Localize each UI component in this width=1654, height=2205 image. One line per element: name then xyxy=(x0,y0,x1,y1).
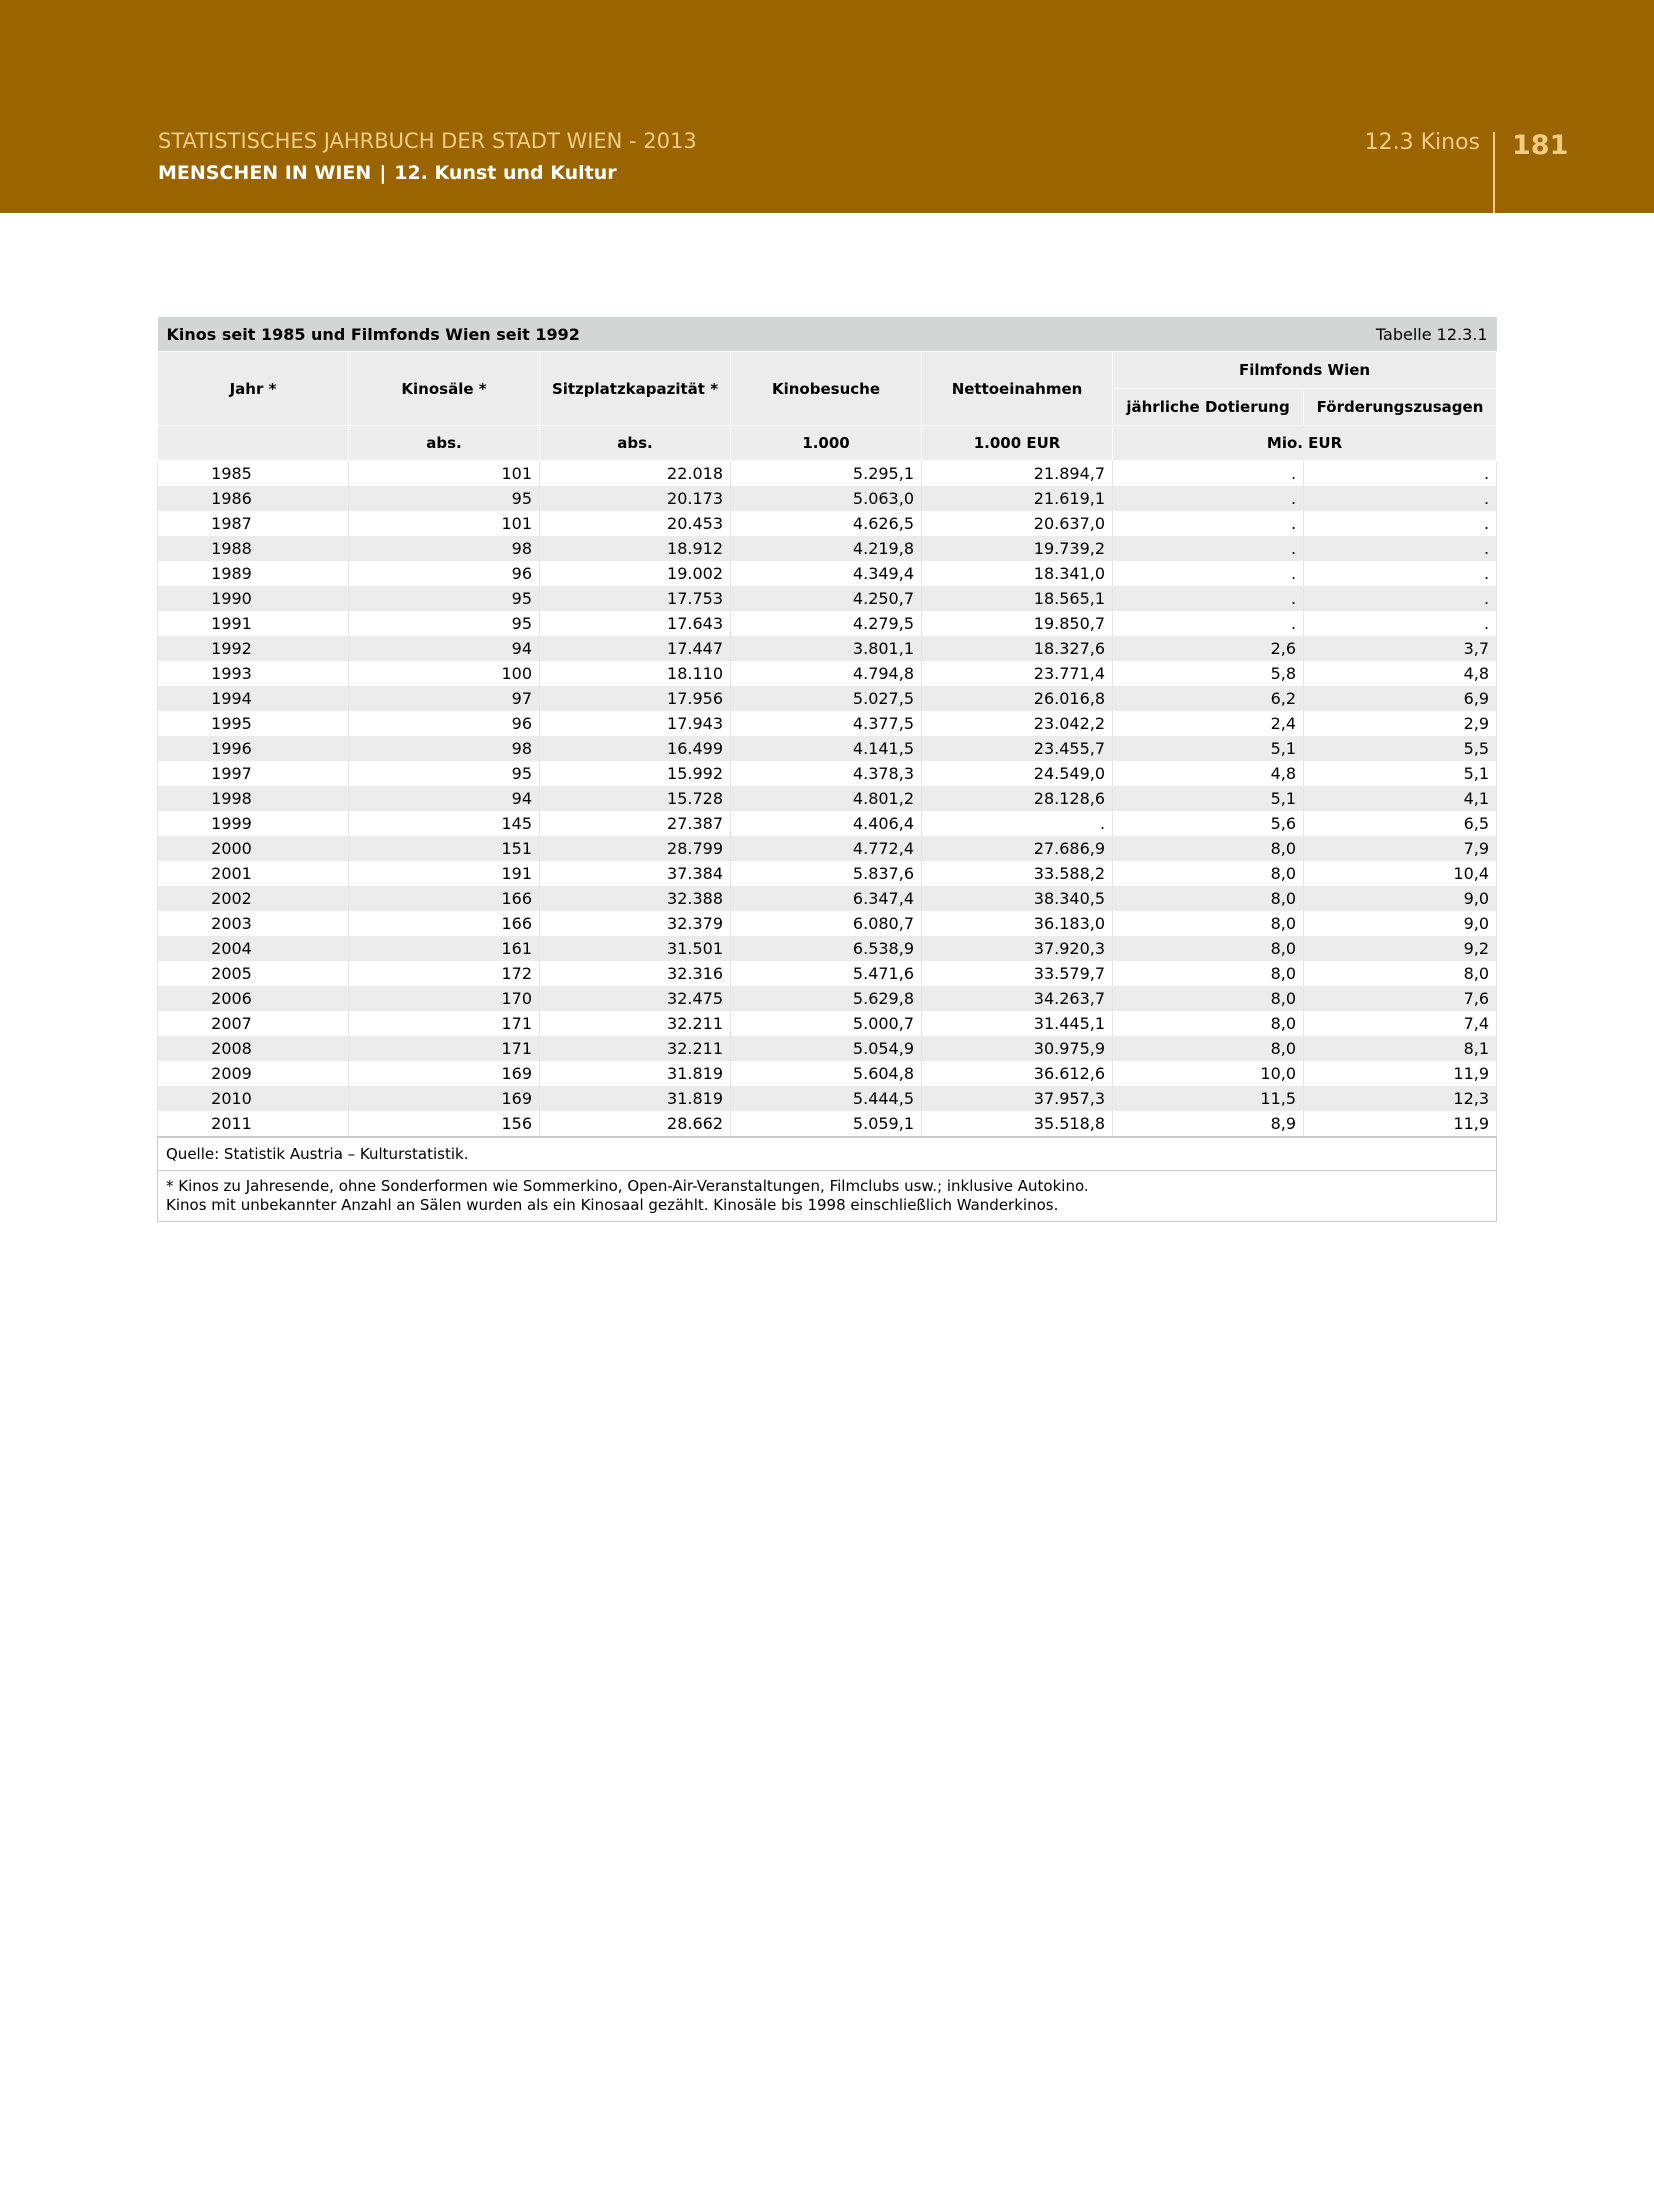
cell-kinobesuche: 4.349,4 xyxy=(731,561,922,586)
cell-nettoeinnahmen: 28.128,6 xyxy=(922,786,1113,811)
cell-sitzplatz: 37.384 xyxy=(540,861,731,886)
col-header-nettoeinnahmen: Nettoeinahmen xyxy=(922,352,1113,426)
cell-sitzplatz: 17.643 xyxy=(540,611,731,636)
cell-foerderung: 3,7 xyxy=(1304,636,1497,661)
cell-dotierung: 8,0 xyxy=(1113,911,1304,936)
cell-nettoeinnahmen: 23.771,4 xyxy=(922,661,1113,686)
cell-jahr: 2005 xyxy=(158,961,349,986)
cell-kinobesuche: 5.837,6 xyxy=(731,861,922,886)
page-number: 181 xyxy=(1512,130,1569,161)
cell-foerderung: 6,5 xyxy=(1304,811,1497,836)
cinema-table-container xyxy=(157,317,1496,1222)
cell-kinobesuche: 5.000,7 xyxy=(731,1011,922,1036)
cell-sitzplatz: 31.819 xyxy=(540,1061,731,1086)
cell-nettoeinnahmen: 37.957,3 xyxy=(922,1086,1113,1111)
cell-kinosaele: 145 xyxy=(349,811,540,836)
table-caption-row xyxy=(158,317,1497,352)
cell-nettoeinnahmen: 35.518,8 xyxy=(922,1111,1113,1137)
cell-nettoeinnahmen: 18.327,6 xyxy=(922,636,1113,661)
cell-foerderung: 8,1 xyxy=(1304,1036,1497,1061)
cell-nettoeinnahmen: 21.894,7 xyxy=(922,461,1113,487)
cell-sitzplatz: 31.501 xyxy=(540,936,731,961)
cell-dotierung: 2,4 xyxy=(1113,711,1304,736)
cell-kinosaele: 101 xyxy=(349,511,540,536)
cell-dotierung: 8,0 xyxy=(1113,886,1304,911)
cell-sitzplatz: 16.499 xyxy=(540,736,731,761)
cell-sitzplatz: 18.110 xyxy=(540,661,731,686)
cell-nettoeinnahmen: . xyxy=(922,811,1113,836)
cell-jahr: 1986 xyxy=(158,486,349,511)
table-row xyxy=(158,486,1497,511)
cell-jahr: 2007 xyxy=(158,1011,349,1036)
table-title: Kinos seit 1985 und Filmfonds Wien seit 1992 xyxy=(158,317,1113,352)
footnotes xyxy=(158,1171,1497,1222)
cell-sitzplatz: 28.799 xyxy=(540,836,731,861)
cell-kinosaele: 98 xyxy=(349,536,540,561)
source-note: Quelle: Statistik Austria – Kulturstatistik. xyxy=(158,1137,1497,1171)
cell-nettoeinnahmen: 31.445,1 xyxy=(922,1011,1113,1036)
cell-jahr: 2001 xyxy=(158,861,349,886)
cell-sitzplatz: 17.956 xyxy=(540,686,731,711)
cell-nettoeinnahmen: 23.455,7 xyxy=(922,736,1113,761)
cell-kinosaele: 161 xyxy=(349,936,540,961)
cell-foerderung: 11,9 xyxy=(1304,1111,1497,1137)
cell-sitzplatz: 31.819 xyxy=(540,1086,731,1111)
cell-sitzplatz: 32.379 xyxy=(540,911,731,936)
cell-dotierung: 5,1 xyxy=(1113,736,1304,761)
cell-nettoeinnahmen: 36.183,0 xyxy=(922,911,1113,936)
table-row xyxy=(158,536,1497,561)
cell-jahr: 2004 xyxy=(158,936,349,961)
cell-kinosaele: 94 xyxy=(349,786,540,811)
cell-jahr: 1988 xyxy=(158,536,349,561)
table-id: Tabelle 12.3.1 xyxy=(1113,317,1497,352)
cell-kinosaele: 97 xyxy=(349,686,540,711)
cell-foerderung: . xyxy=(1304,536,1497,561)
col-header-sitzplatz: Sitzplatzkapazität * xyxy=(540,352,731,426)
cell-sitzplatz: 17.753 xyxy=(540,586,731,611)
cell-nettoeinnahmen: 21.619,1 xyxy=(922,486,1113,511)
cell-jahr: 2006 xyxy=(158,986,349,1011)
header-divider-line xyxy=(1493,132,1495,213)
cell-kinobesuche: 6.347,4 xyxy=(731,886,922,911)
cell-dotierung: 4,8 xyxy=(1113,761,1304,786)
cell-sitzplatz: 28.662 xyxy=(540,1111,731,1137)
cell-kinosaele: 151 xyxy=(349,836,540,861)
cell-kinosaele: 156 xyxy=(349,1111,540,1137)
cell-foerderung: 12,3 xyxy=(1304,1086,1497,1111)
cell-kinosaele: 169 xyxy=(349,1086,540,1111)
table-row xyxy=(158,811,1497,836)
cell-dotierung: 8,0 xyxy=(1113,936,1304,961)
cell-kinosaele: 101 xyxy=(349,461,540,487)
cell-nettoeinnahmen: 30.975,9 xyxy=(922,1036,1113,1061)
cell-sitzplatz: 15.728 xyxy=(540,786,731,811)
cell-kinobesuche: 5.444,5 xyxy=(731,1086,922,1111)
cell-kinobesuche: 5.063,0 xyxy=(731,486,922,511)
cell-dotierung: 6,2 xyxy=(1113,686,1304,711)
cell-foerderung: . xyxy=(1304,586,1497,611)
table-row xyxy=(158,561,1497,586)
col-header-dotierung: jährliche Dotierung xyxy=(1113,389,1304,426)
cell-dotierung: . xyxy=(1113,461,1304,487)
cell-sitzplatz: 32.475 xyxy=(540,986,731,1011)
cell-jahr: 2002 xyxy=(158,886,349,911)
cell-dotierung: 5,1 xyxy=(1113,786,1304,811)
cell-sitzplatz: 15.992 xyxy=(540,761,731,786)
cell-kinobesuche: 4.626,5 xyxy=(731,511,922,536)
table-row xyxy=(158,936,1497,961)
cell-jahr: 1987 xyxy=(158,511,349,536)
cell-dotierung: 8,0 xyxy=(1113,961,1304,986)
cell-sitzplatz: 32.388 xyxy=(540,886,731,911)
units-row xyxy=(158,426,1497,461)
cell-kinobesuche: 4.219,8 xyxy=(731,536,922,561)
cell-nettoeinnahmen: 34.263,7 xyxy=(922,986,1113,1011)
cell-foerderung: 5,1 xyxy=(1304,761,1497,786)
cell-jahr: 1994 xyxy=(158,686,349,711)
table-row xyxy=(158,686,1497,711)
footnote-2: Kinos mit unbekannter Anzahl an Sälen wurden als ein Kinosaal gezählt. Kinosäle bis 1998 einschließlich Wanderkinos. xyxy=(166,1196,1059,1214)
col-header-kinosaele: Kinosäle * xyxy=(349,352,540,426)
cinema-table xyxy=(157,317,1497,1222)
table-row xyxy=(158,1036,1497,1061)
unit-kinosaele: abs. xyxy=(349,426,540,461)
cell-kinobesuche: 4.801,2 xyxy=(731,786,922,811)
cell-kinobesuche: 4.377,5 xyxy=(731,711,922,736)
cell-kinosaele: 166 xyxy=(349,911,540,936)
cell-jahr: 2011 xyxy=(158,1111,349,1137)
cell-kinosaele: 95 xyxy=(349,586,540,611)
cell-nettoeinnahmen: 38.340,5 xyxy=(922,886,1113,911)
cell-jahr: 1989 xyxy=(158,561,349,586)
cell-jahr: 2003 xyxy=(158,911,349,936)
page-header-banner xyxy=(0,0,1654,213)
cell-nettoeinnahmen: 19.850,7 xyxy=(922,611,1113,636)
cell-kinosaele: 95 xyxy=(349,761,540,786)
cell-foerderung: . xyxy=(1304,486,1497,511)
table-row xyxy=(158,1086,1497,1111)
cell-sitzplatz: 17.447 xyxy=(540,636,731,661)
cell-foerderung: . xyxy=(1304,511,1497,536)
cell-kinosaele: 166 xyxy=(349,886,540,911)
cell-nettoeinnahmen: 33.588,2 xyxy=(922,861,1113,886)
cell-foerderung: . xyxy=(1304,561,1497,586)
table-row xyxy=(158,786,1497,811)
cell-foerderung: 9,0 xyxy=(1304,911,1497,936)
table-row xyxy=(158,511,1497,536)
cell-jahr: 1985 xyxy=(158,461,349,487)
table-row xyxy=(158,736,1497,761)
unit-sitzplatz: abs. xyxy=(540,426,731,461)
cell-sitzplatz: 20.173 xyxy=(540,486,731,511)
unit-filmfonds: Mio. EUR xyxy=(1113,426,1497,461)
chapter-label: 12. Kunst und Kultur xyxy=(394,162,617,184)
cell-kinobesuche: 4.279,5 xyxy=(731,611,922,636)
cell-kinosaele: 100 xyxy=(349,661,540,686)
table-row xyxy=(158,961,1497,986)
cell-jahr: 1991 xyxy=(158,611,349,636)
cell-kinobesuche: 4.141,5 xyxy=(731,736,922,761)
cell-kinobesuche: 4.378,3 xyxy=(731,761,922,786)
cell-nettoeinnahmen: 18.565,1 xyxy=(922,586,1113,611)
cell-jahr: 2000 xyxy=(158,836,349,861)
table-row xyxy=(158,611,1497,636)
cell-kinobesuche: 5.295,1 xyxy=(731,461,922,487)
table-body xyxy=(158,461,1497,1138)
cell-nettoeinnahmen: 23.042,2 xyxy=(922,711,1113,736)
table-row xyxy=(158,836,1497,861)
cell-kinosaele: 171 xyxy=(349,1036,540,1061)
cell-foerderung: 9,2 xyxy=(1304,936,1497,961)
cell-sitzplatz: 18.912 xyxy=(540,536,731,561)
table-row xyxy=(158,1011,1497,1036)
cell-dotierung: . xyxy=(1113,586,1304,611)
cell-dotierung: 10,0 xyxy=(1113,1061,1304,1086)
cell-foerderung: 8,0 xyxy=(1304,961,1497,986)
cell-dotierung: 8,0 xyxy=(1113,836,1304,861)
cell-kinobesuche: 5.604,8 xyxy=(731,1061,922,1086)
cell-sitzplatz: 22.018 xyxy=(540,461,731,487)
cell-dotierung: . xyxy=(1113,511,1304,536)
cell-kinosaele: 95 xyxy=(349,486,540,511)
cell-foerderung: . xyxy=(1304,461,1497,487)
cell-jahr: 2009 xyxy=(158,1061,349,1086)
cell-dotierung: . xyxy=(1113,561,1304,586)
table-row xyxy=(158,1061,1497,1086)
cell-kinobesuche: 6.080,7 xyxy=(731,911,922,936)
cell-dotierung: 8,0 xyxy=(1113,861,1304,886)
cell-foerderung: 7,9 xyxy=(1304,836,1497,861)
cell-dotierung: 5,6 xyxy=(1113,811,1304,836)
cell-kinosaele: 94 xyxy=(349,636,540,661)
footnote-1: * Kinos zu Jahresende, ohne Sonderformen wie Sommerkino, Open-Air-Veranstaltungen, Filmclubs usw.; inklusive Autokino. xyxy=(166,1177,1089,1195)
cell-dotierung: 8,0 xyxy=(1113,1011,1304,1036)
cell-dotierung: 8,0 xyxy=(1113,986,1304,1011)
table-row xyxy=(158,761,1497,786)
cell-sitzplatz: 32.211 xyxy=(540,1011,731,1036)
cell-kinobesuche: 4.406,4 xyxy=(731,811,922,836)
table-row xyxy=(158,861,1497,886)
table-row xyxy=(158,661,1497,686)
cell-foerderung: 11,9 xyxy=(1304,1061,1497,1086)
cell-foerderung: 7,6 xyxy=(1304,986,1497,1011)
cell-kinosaele: 172 xyxy=(349,961,540,986)
cell-nettoeinnahmen: 18.341,0 xyxy=(922,561,1113,586)
section-label: MENSCHEN IN WIEN xyxy=(158,162,372,184)
cell-jahr: 1995 xyxy=(158,711,349,736)
table-row xyxy=(158,911,1497,936)
cell-jahr: 2010 xyxy=(158,1086,349,1111)
cell-kinobesuche: 4.250,7 xyxy=(731,586,922,611)
cell-kinobesuche: 5.027,5 xyxy=(731,686,922,711)
cell-jahr: 1993 xyxy=(158,661,349,686)
cell-foerderung: 7,4 xyxy=(1304,1011,1497,1036)
cell-nettoeinnahmen: 24.549,0 xyxy=(922,761,1113,786)
cell-kinobesuche: 4.794,8 xyxy=(731,661,922,686)
cell-kinosaele: 98 xyxy=(349,736,540,761)
table-row xyxy=(158,886,1497,911)
cell-kinosaele: 96 xyxy=(349,711,540,736)
col-header-foerderung: Förderungszusagen xyxy=(1304,389,1497,426)
cell-jahr: 1996 xyxy=(158,736,349,761)
yearbook-title: STATISTISCHES JAHRBUCH DER STADT WIEN - 2013 xyxy=(158,129,697,153)
table-row xyxy=(158,986,1497,1011)
cell-sitzplatz: 32.316 xyxy=(540,961,731,986)
subsection-label: 12.3 Kinos xyxy=(1364,130,1480,155)
breadcrumb-divider: | xyxy=(379,162,387,184)
unit-jahr xyxy=(158,426,349,461)
cell-dotierung: 11,5 xyxy=(1113,1086,1304,1111)
cell-nettoeinnahmen: 26.016,8 xyxy=(922,686,1113,711)
cell-nettoeinnahmen: 20.637,0 xyxy=(922,511,1113,536)
cell-foerderung: 9,0 xyxy=(1304,886,1497,911)
cell-jahr: 2008 xyxy=(158,1036,349,1061)
cell-jahr: 1998 xyxy=(158,786,349,811)
cell-kinosaele: 95 xyxy=(349,611,540,636)
cell-dotierung: 5,8 xyxy=(1113,661,1304,686)
cell-nettoeinnahmen: 19.739,2 xyxy=(922,536,1113,561)
cell-dotierung: . xyxy=(1113,486,1304,511)
col-header-jahr: Jahr * xyxy=(158,352,349,426)
cell-foerderung: 2,9 xyxy=(1304,711,1497,736)
cell-foerderung: . xyxy=(1304,611,1497,636)
cell-nettoeinnahmen: 36.612,6 xyxy=(922,1061,1113,1086)
cell-sitzplatz: 19.002 xyxy=(540,561,731,586)
cell-sitzplatz: 20.453 xyxy=(540,511,731,536)
col-header-filmfonds: Filmfonds Wien xyxy=(1113,352,1497,389)
chapter-breadcrumb xyxy=(158,162,617,184)
table-row xyxy=(158,586,1497,611)
cell-kinobesuche: 3.801,1 xyxy=(731,636,922,661)
cell-jahr: 1992 xyxy=(158,636,349,661)
cell-jahr: 1999 xyxy=(158,811,349,836)
footnote-row xyxy=(158,1171,1497,1222)
cell-kinobesuche: 5.471,6 xyxy=(731,961,922,986)
cell-sitzplatz: 17.943 xyxy=(540,711,731,736)
cell-sitzplatz: 27.387 xyxy=(540,811,731,836)
cell-jahr: 1997 xyxy=(158,761,349,786)
cell-kinosaele: 191 xyxy=(349,861,540,886)
cell-kinobesuche: 5.059,1 xyxy=(731,1111,922,1137)
cell-jahr: 1990 xyxy=(158,586,349,611)
cell-foerderung: 6,9 xyxy=(1304,686,1497,711)
header-row xyxy=(158,352,1497,389)
table-row xyxy=(158,636,1497,661)
cell-kinosaele: 171 xyxy=(349,1011,540,1036)
cell-kinobesuche: 5.054,9 xyxy=(731,1036,922,1061)
cell-dotierung: . xyxy=(1113,536,1304,561)
unit-nettoeinnahmen: 1.000 EUR xyxy=(922,426,1113,461)
table-row xyxy=(158,711,1497,736)
cell-dotierung: 8,9 xyxy=(1113,1111,1304,1137)
cell-dotierung: 2,6 xyxy=(1113,636,1304,661)
table-row xyxy=(158,461,1497,487)
source-row xyxy=(158,1137,1497,1171)
cell-foerderung: 4,1 xyxy=(1304,786,1497,811)
cell-nettoeinnahmen: 33.579,7 xyxy=(922,961,1113,986)
cell-foerderung: 5,5 xyxy=(1304,736,1497,761)
cell-kinobesuche: 5.629,8 xyxy=(731,986,922,1011)
cell-nettoeinnahmen: 37.920,3 xyxy=(922,936,1113,961)
cell-kinobesuche: 6.538,9 xyxy=(731,936,922,961)
cell-foerderung: 10,4 xyxy=(1304,861,1497,886)
cell-kinosaele: 169 xyxy=(349,1061,540,1086)
cell-kinosaele: 96 xyxy=(349,561,540,586)
cell-sitzplatz: 32.211 xyxy=(540,1036,731,1061)
cell-foerderung: 4,8 xyxy=(1304,661,1497,686)
col-header-kinobesuche: Kinobesuche xyxy=(731,352,922,426)
cell-nettoeinnahmen: 27.686,9 xyxy=(922,836,1113,861)
cell-kinosaele: 170 xyxy=(349,986,540,1011)
cell-dotierung: 8,0 xyxy=(1113,1036,1304,1061)
cell-kinobesuche: 4.772,4 xyxy=(731,836,922,861)
unit-kinobesuche: 1.000 xyxy=(731,426,922,461)
table-row xyxy=(158,1111,1497,1137)
cell-dotierung: . xyxy=(1113,611,1304,636)
